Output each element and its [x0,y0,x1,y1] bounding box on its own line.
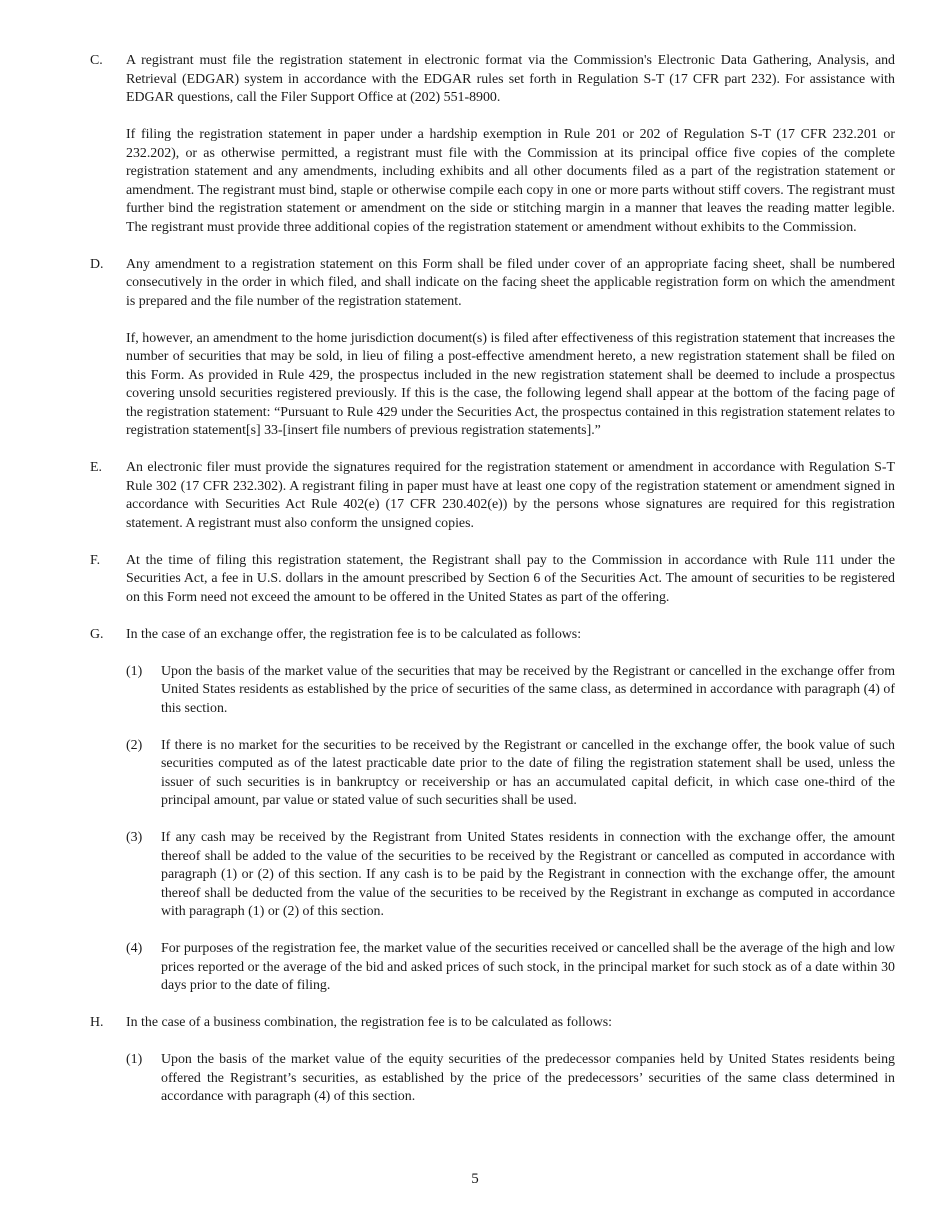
paragraph: If filing the registration statement in paper under a hardship exemption in Rule 201 or 202 of Regulation S-T (17 CFR 232.201 or 232.202), or as otherwise permitted, a registrant must file with the Commission at its principal office five copies of the complete registration statement and any amendments, including exhibits and all other documents filed as a part of the registration statement or amendment. The registrant must bind, staple or otherwise compile each copy in one or more parts without stiff covers. The registrant must further bind the registration statement or amendment on the side or stitching margin in a manner that leaves the reading matter legible. The registrant must provide three additional copies of the registration statement or amendment without exhibits to the Commission. [126,127,895,235]
subparagraph-1 [126,1051,895,1107]
section-label: H. [90,1015,104,1030]
paragraph: In the case of a business combination, the registration fee is to be calculated as follows: [126,1015,613,1030]
paragraph: An electronic filer must provide the signatures required for the registration statement or amendment in accordance with Regulation S-T Rule 302 (17 CFR 232.302). A registrant filing in paper must have at least one copy of the registration statement or amendment signed in accordance with Securities Act Rule 402(e) (17 CFR 230.402(e)) by the persons whose signatures are required for this registration statement. A registrant must also conform the unsigned copies. [126,460,895,531]
instruction-e [90,459,895,533]
paragraph: At the time of filing this registration statement, the Registrant shall pay to the Commission in accordance with Rule 111 under the Securities Act, a fee in U.S. dollars in the amount prescribed by Section 6 of the Securities Act. The amount of securities to be registered on this Form need not exceed the amount to be offered in the United States as part of the offering. [126,552,895,605]
subparagraph-3 [126,829,895,922]
subparagraph-label: (1) [126,1052,143,1067]
subparagraph-label: (2) [126,737,143,753]
subparagraph-1 [126,663,895,719]
document-page [90,52,895,1125]
instruction-h [90,1014,895,1107]
paragraph: A registrant must file the registration statement in electronic format via the Commission's Electronic Data Gathering, Analysis, and Retrieval (EDGAR) system in accordance with the EDGAR rules set forth in Regulation S-T (17 CFR part 232). For assistance with EDGAR questions, call the Filer Support Office at (202) 551-8900. [126,53,895,105]
subparagraph-label: (3) [126,830,143,845]
page-number: 5 [471,1171,479,1187]
subparagraph-label: (1) [126,663,143,679]
paragraph: Any amendment to a registration statement on this Form shall be filed under cover of an appropriate facing sheet, shall be numbered consecutively in the order in which filed, and shall indicate on the facing sheet the applicable registration form on which the amendment is prepared and the file number of the registration statement. [126,256,895,309]
instruction-d [90,256,895,441]
subparagraph-text: If any cash may be received by the Registrant from United States residents in connection with the exchange offer, the amount thereof shall be added to the value of the securities to be received by the Registrant or cancelled as computed in accordance with paragraph (1) or (2) of this section. If any cash is to be paid by the Registrant in connection with the exchange offer, the amount thereof shall be deducted from the value of the securities to be received by the Registrant in exchange as computed in accordance with paragraph (1) or (2) of this section. [161,830,895,919]
section-label: C. [90,53,103,68]
subparagraph-text: For purposes of the registration fee, the market value of the securities received or cancelled shall be the average of the high and low prices reported or the average of the bid and asked prices of such stock, in the principal market for such stock as of a date within 30 days prior to the date of filing. [161,941,895,993]
instruction-c [90,52,895,237]
paragraph: If, however, an amendment to the home jurisdiction document(s) is filed after effectiveness of this registration statement that increases the number of securities that may be sold, in lieu of filing a post-effective amendment hereto, a new registration statement shall be filed on this Form. As provided in Rule 429, the prospectus included in the new registration statement shall be deemed to include a prospectus covering unsold securities registered previously. If this is the case, the following legend shall appear at the bottom of the facing page of the registration statement: “Pursuant to Rule 429 under the Securities Act, the prospectus contained in this registration statement relates to registration statement[s] 33-[insert file numbers of previous registration statements].” [126,330,895,438]
section-label: G. [90,626,104,642]
subparagraph-text: Upon the basis of the market value of the equity securities of the predecessor companies held by United States residents being offered the Registrant’s securities, as established by the price of the predecessors’ securities of the same class determined in accordance with paragraph (4) of this section. [161,1052,895,1104]
subparagraph-text: If there is no market for the securities to be received by the Registrant or cancelled in the exchange offer, the book value of such securities computed as of the latest practicable date prior to the date of filing the registration statement shall be used, unless the issuer of such securities is in bankruptcy or receivership or has an accumulated capital deficit, in which case one-third of the principal amount, par value or stated value of such securities shall be used. [161,737,895,808]
section-label: F. [90,552,101,568]
section-label: D. [90,256,104,272]
instruction-g [90,626,895,996]
subparagraph-text: Upon the basis of the market value of the securities that may be received by the Registrant or cancelled in the exchange offer from United States residents as established by the price of securities of the same class, as determined in accordance with paragraph (4) of this section. [161,663,895,716]
section-label: E. [90,460,102,475]
instruction-f [90,552,895,608]
subparagraph-label: (4) [126,941,143,956]
subparagraph-4 [126,940,895,996]
paragraph: In the case of an exchange offer, the registration fee is to be calculated as follows: [126,626,582,642]
subparagraph-2 [126,737,895,811]
